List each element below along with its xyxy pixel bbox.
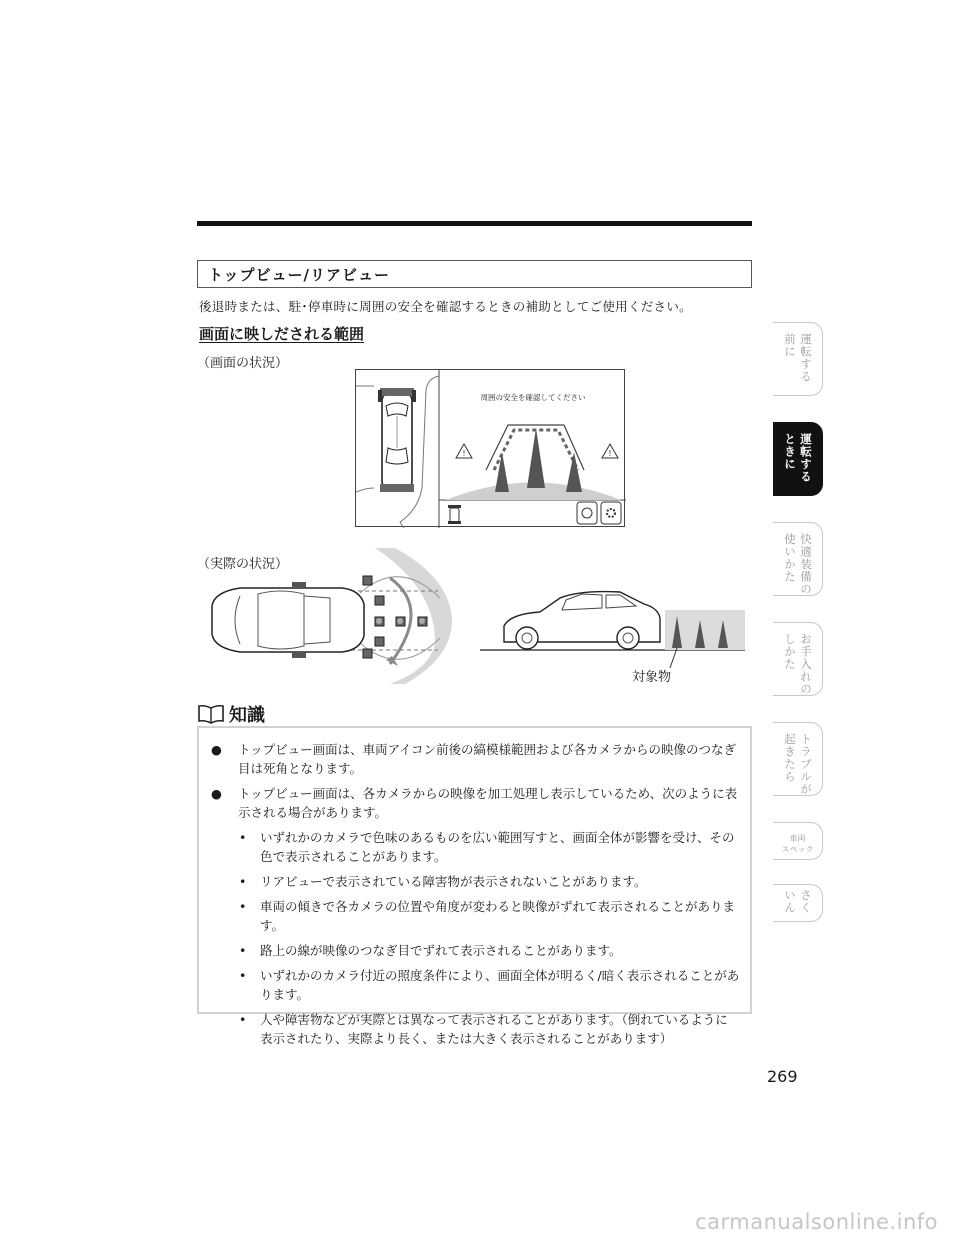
page-number: 269 (767, 1067, 798, 1086)
note-heading (197, 701, 265, 727)
note-subitem: • リアビューで表示されている障害物が表示されないことがあります。 (239, 874, 647, 889)
top-rule (197, 221, 752, 226)
watermark: carmanualsonline.info (695, 1210, 938, 1234)
tab-index[interactable]: さく いん (773, 884, 823, 922)
note-subitem: • 車両の傾きで各カメラの位置や角度が変わると映像がずれて表示されることがあります。 (239, 899, 736, 933)
tab-specifications[interactable]: 車両 スペック (773, 822, 823, 860)
tab-trouble[interactable]: トラブルが 起きたら (773, 722, 823, 796)
screen-svg (356, 370, 626, 528)
caption-actual: （実際の状況） (197, 557, 289, 572)
tab-comfort-features[interactable]: 快適装備の 使いかた (773, 522, 823, 596)
section-title: トップビュー/リアビュー (208, 265, 391, 284)
object-label: 対象物 (632, 670, 672, 685)
intro-text: 後退時または、駐･停車時に周囲の安全を確認するときの補助としてご使用ください。 (199, 299, 692, 314)
note-subitem: • いずれかのカメラで色味のあるものを広い範囲写すと、画面全体が影響を受け、その色で表示されることがあります。 (239, 830, 735, 864)
note-subitem: • いずれかのカメラ付近の照度条件により、画面全体が明るく/暗く表示されることがあります。 (239, 968, 740, 1002)
note-item: ● トップビュー画面は、各カメラからの映像を加工処理し表示しているため、次のように表示される場合があります。 (211, 786, 738, 820)
subheading: 画面に映しだされる範囲 (199, 325, 365, 343)
note-subitem: • 人や障害物などが実際とは異なって表示されることがあります。（倒れているように表示されたり、実際より長く、または大きく表示されることがあります） (239, 1012, 728, 1046)
tab-maintenance[interactable]: お手入れの しかた (773, 622, 823, 696)
svg-text:!: ! (462, 449, 466, 458)
svg-text:!: ! (608, 449, 612, 458)
caption-screen: （画面の状況） (197, 356, 289, 371)
tab-before-driving[interactable]: 運転する 前に (773, 322, 823, 396)
camera-screen-illustration (355, 369, 625, 527)
section-title-box (197, 260, 752, 288)
note-box (197, 726, 752, 1046)
book-icon (197, 703, 225, 725)
note-title: 知識 (229, 705, 265, 726)
note-subitem: • 路上の線が映像のつなぎ目でずれて表示されることがあります。 (239, 943, 622, 958)
screen-message: 周囲の安全を確認してください (480, 393, 586, 402)
note-item: ● トップビュー画面は、車両アイコン前後の縞模様範囲および各カメラからの映像のつなぎ目は死角となります。 (211, 742, 737, 776)
tab-when-driving[interactable]: 運転する ときに (773, 422, 823, 496)
